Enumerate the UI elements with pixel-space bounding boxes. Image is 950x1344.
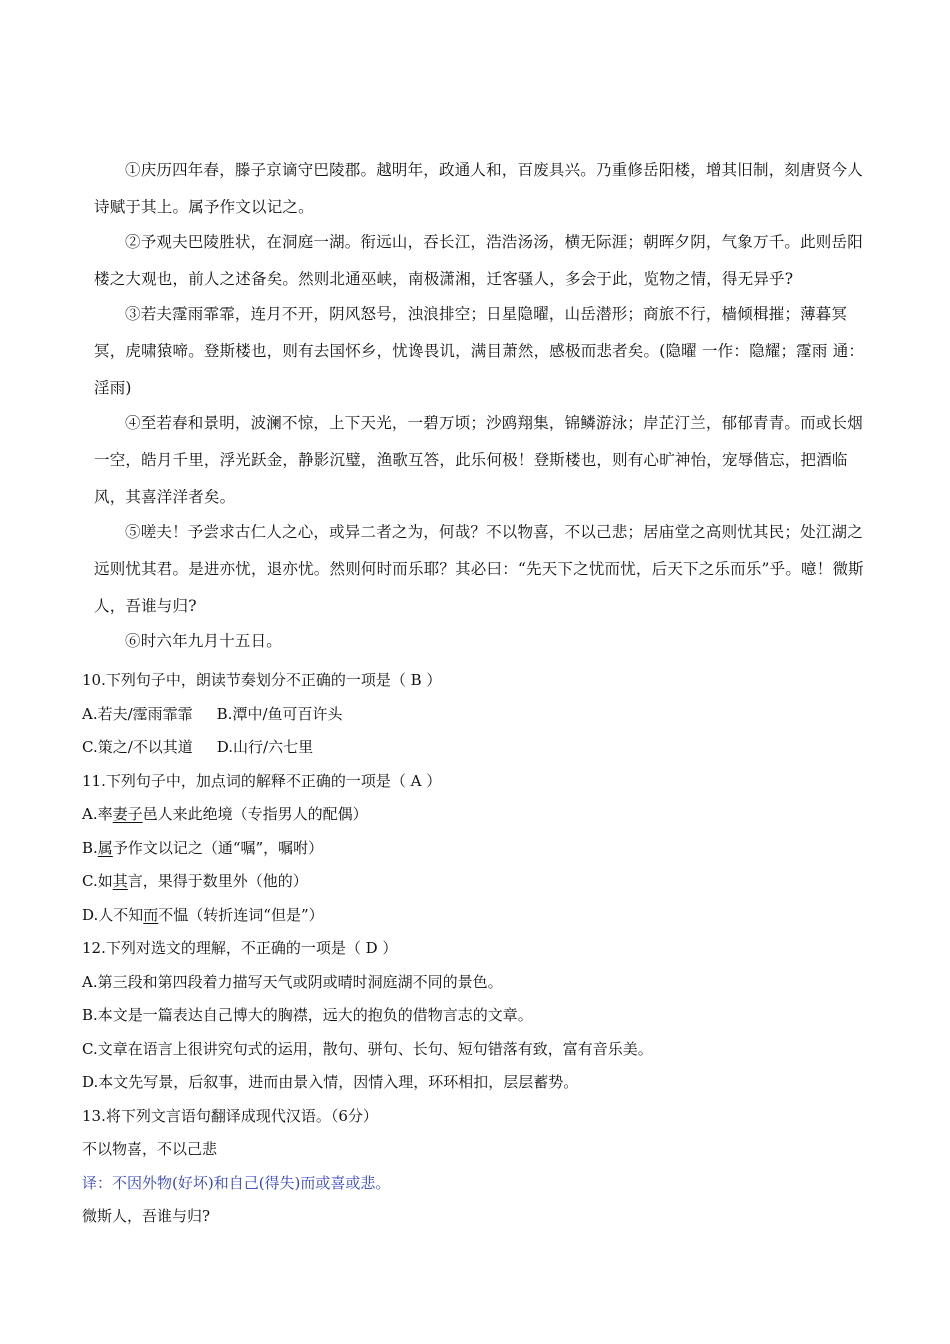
question-13-sentence-1: 不以物喜，不以己悲 bbox=[82, 1140, 218, 1158]
question-11-option-c: C.如其言，果得于数里外（他的） bbox=[82, 872, 308, 890]
dotted-word: 属 bbox=[97, 838, 113, 857]
question-10-stem: 10.下列句子中，朗读节奏划分不正确的一项是（ B ） bbox=[82, 671, 442, 689]
question-11-stem: 11.下列句子中，加点词的解释不正确的一项是（ A ） bbox=[82, 771, 442, 790]
question-12-option-b: B.本文是一篇表达自己博大的胸襟，远大的抱负的借物言志的文章。 bbox=[82, 1006, 533, 1024]
question-12-option-d: D.本文先写景，后叙事，进而由景入情，因情入理，环环相扣，层层蓄势。 bbox=[82, 1073, 579, 1091]
question-13-translation-1: 译：不因外物(好坏)和自己(得失)而或喜或悲。 bbox=[82, 1173, 391, 1192]
question-11-option-d: D.人不知而不愠（转折连词“但是”） bbox=[82, 905, 324, 924]
passage-paragraph-6: ⑥时六年九月十五日。 bbox=[125, 632, 283, 650]
question-10-option-b: B.潭中/鱼可百许头 bbox=[216, 704, 343, 723]
question-13-stem: 13.将下列文言语句翻译成现代汉语。（6分） bbox=[82, 1106, 378, 1125]
question-12-stem: 12.下列对选文的理解，不正确的一项是（ D ） bbox=[82, 939, 398, 957]
question-11-option-a: A.率妻子邑人来此绝境（专指男人的配偶） bbox=[82, 805, 368, 823]
dotted-word: 妻子 bbox=[112, 805, 143, 823]
question-12-option-a: A.第三段和第四段着力描写天气或阴或晴时洞庭湖不同的景色。 bbox=[82, 972, 503, 991]
dotted-word: 而 bbox=[143, 905, 159, 924]
question-10-options-row-2 bbox=[82, 731, 868, 765]
question-10-options-row-1 bbox=[82, 698, 868, 732]
question-12-option-c: C.文章在语言上很讲究句式的运用，散句、骈句、长句、短句错落有致，富有音乐美。 bbox=[82, 1039, 653, 1058]
question-10-option-c: C.策之/不以其道 bbox=[82, 738, 193, 756]
passage bbox=[94, 152, 868, 660]
question-13 bbox=[82, 1100, 868, 1234]
question-10-option-d: D.山行/六七里 bbox=[216, 738, 314, 756]
question-11 bbox=[82, 765, 868, 933]
passage-paragraph-5: ⑤嗟夫！予尝求古仁人之心，或异二者之为，何哉？不以物喜，不以己悲；居庙堂之高则忧其民；处江湖之远则忧其君。是进亦忧，退亦忧。然则何时而乐耶？其必曰：“先天下之忧而忧，后天下之乐而乐”乎。噫！微斯人，吾谁与归? bbox=[94, 523, 864, 615]
passage-paragraph-3: ③若夫霪雨霏霏，连月不开，阴风怒号，浊浪排空；日星隐曜，山岳潜形；商旅不行，樯倾楫摧；薄暮冥冥，虎啸猿啼。登斯楼也，则有去国怀乡，忧谗畏讥，满目萧然，感极而悲者矣。(隐曜 一作：隐耀；霪雨 通：淫雨) bbox=[94, 305, 865, 397]
question-10 bbox=[82, 664, 868, 765]
passage-paragraph-2: ②予观夫巴陵胜状，在洞庭一湖。衔远山，吞长江，浩浩汤汤，横无际涯；朝晖夕阴，气象万千。此则岳阳楼之大观也，前人之述备矣。然则北通巫峡，南极潇湘，迁客骚人，多会于此，览物之情，得无异乎? bbox=[94, 233, 863, 288]
question-10-option-a: A.若夫/霪雨霏霏 bbox=[82, 704, 193, 723]
passage-paragraph-4: ④至若春和景明，波澜不惊，上下天光，一碧万顷；沙鸥翔集，锦鳞游泳；岸芷汀兰，郁郁青青。而或长烟一空，皓月千里，浮光跃金，静影沉璧，渔歌互答，此乐何极！登斯楼也，则有心旷神怡，宠辱偕忘，把酒临风，其喜洋洋者矣。 bbox=[94, 414, 863, 506]
question-13-sentence-2: 微斯人，吾谁与归? bbox=[82, 1207, 211, 1225]
question-11-option-b: B.属予作文以记之（通“嘱”，嘱咐） bbox=[82, 838, 324, 857]
dotted-word: 其 bbox=[112, 872, 128, 890]
question-12 bbox=[82, 932, 868, 1100]
passage-paragraph-1: ①庆历四年春，滕子京谪守巴陵郡。越明年，政通人和，百废具兴。乃重修岳阳楼，增其旧制，刻唐贤今人诗赋于其上。属予作文以记之。 bbox=[94, 161, 863, 216]
